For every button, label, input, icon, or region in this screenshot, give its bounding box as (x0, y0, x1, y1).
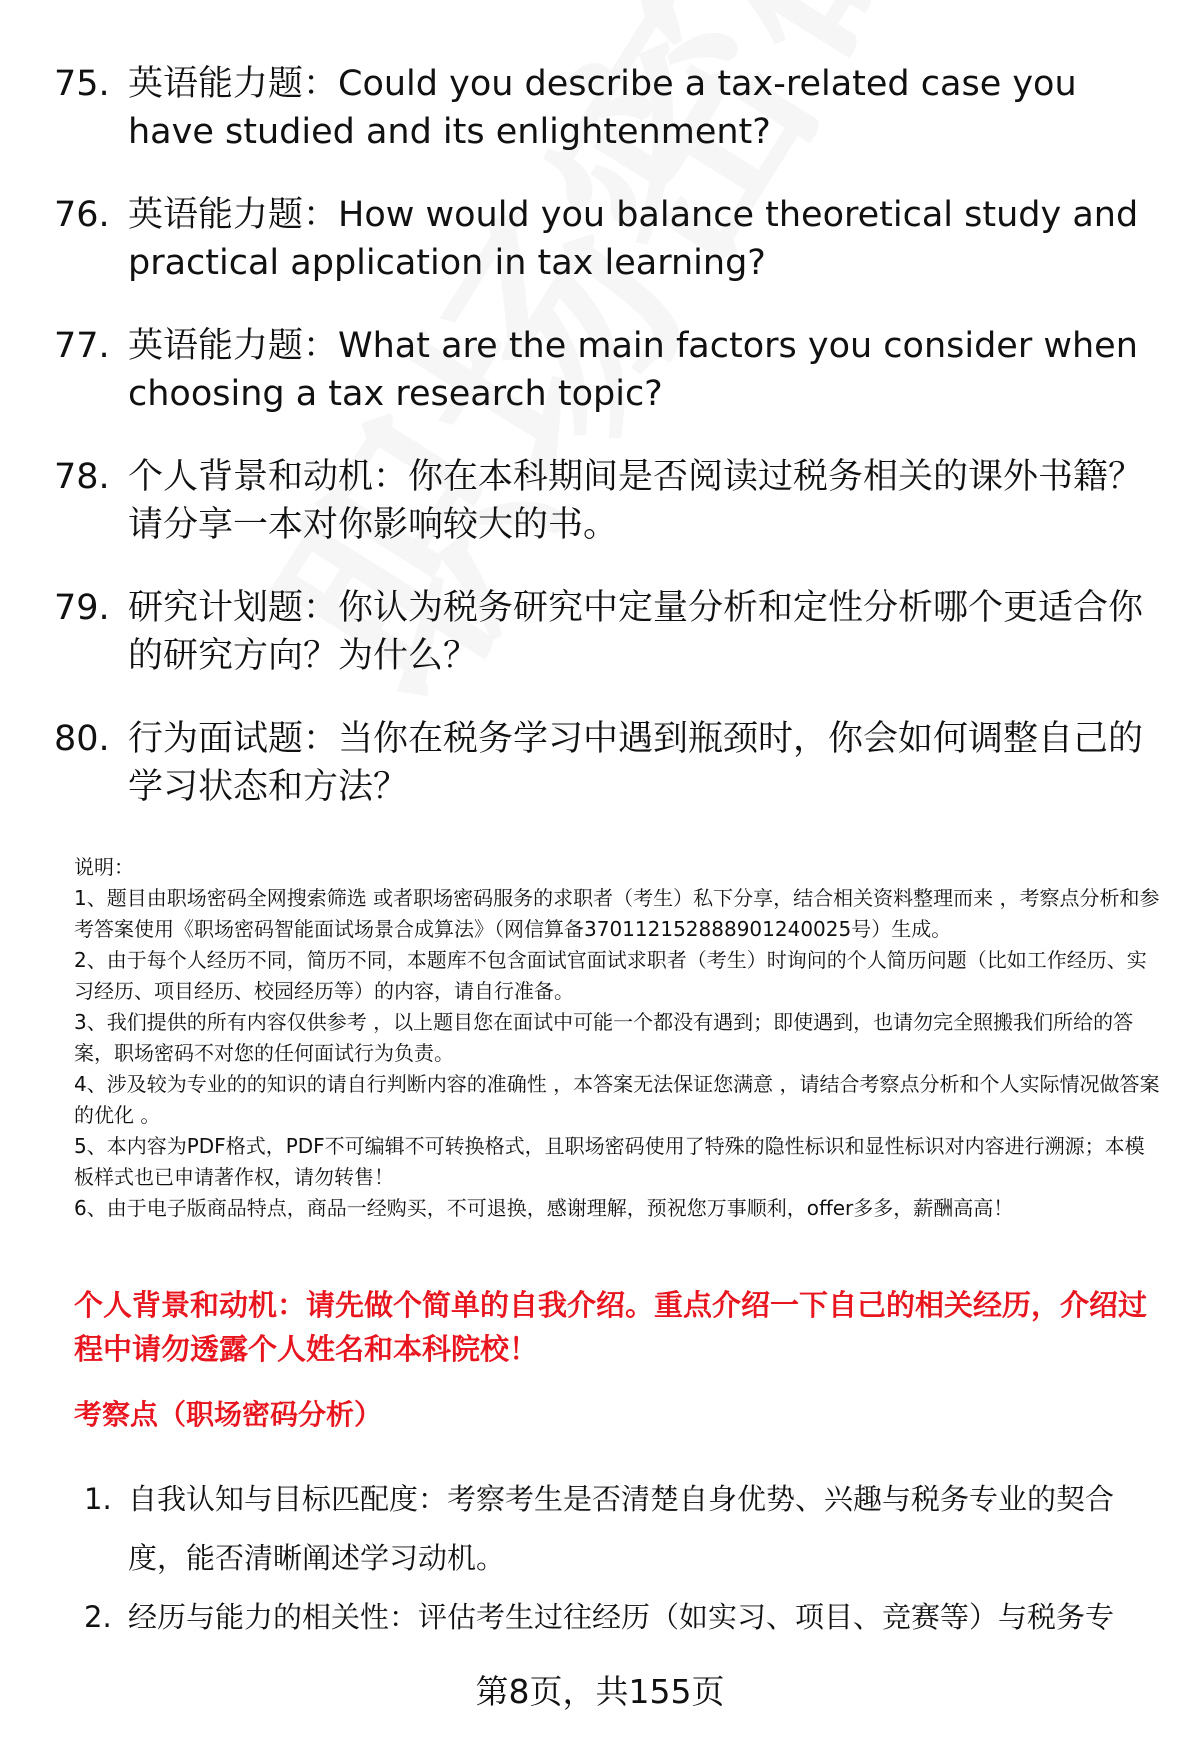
question-number: 79. (54, 588, 110, 628)
question-number: 75. (54, 64, 110, 104)
question-item (54, 584, 1169, 680)
note-item: 3、我们提供的所有内容仅供参考 ，以上题目您在面试中可能一个都没有遇到；即使遇到，也请勿完全照搬我们所给的答案，职场密码不对您的任何面试行为负责。 (74, 1010, 1134, 1065)
point-text: 自我认知与目标匹配度：考察考生是否清楚自身优势、兴趣与税务专业的契合度，能否清晰阐述学习动机。 (128, 1482, 1115, 1575)
analysis-point (84, 1588, 1164, 1647)
notes-title: 说明： (74, 855, 134, 879)
question-text: 研究计划题：你认为税务研究中定量分析和定性分析哪个更适合你的研究方向？为什么？ (128, 588, 1144, 676)
question-item (54, 60, 1169, 156)
question-item (54, 453, 1169, 549)
question-number: 76. (54, 195, 110, 235)
point-number: 1. (84, 1482, 112, 1516)
question-item (54, 191, 1169, 287)
notes-block (74, 852, 1164, 1224)
question-text: 英语能力题：What are the main factors you consider when choosing a tax research topic? (128, 326, 1138, 414)
question-item (54, 715, 1169, 811)
question-number: 78. (54, 457, 110, 497)
question-text: 英语能力题：How would you balance theoretical study and practical application in tax learning? (128, 195, 1139, 283)
note-item: 6、由于电子版商品特点，商品一经购买，不可退换，感谢理解，预祝您万事顺利，offer多多，薪酬高高！ (74, 1196, 1014, 1220)
question-text: 行为面试题：当你在税务学习中遇到瓶颈时，你会如何调整自己的学习状态和方法？ (128, 719, 1144, 807)
point-text: 经历与能力的相关性：评估考生过往经历（如实习、项目、竞赛等）与税务专 (128, 1600, 1115, 1634)
question-text: 个人背景和动机：你在本科期间是否阅读过税务相关的课外书籍？请分享一本对你影响较大的书。 (128, 457, 1144, 545)
question-list (54, 60, 1169, 846)
interview-prompt: 个人背景和动机：请先做个简单的自我介绍。重点介绍一下自己的相关经历，介绍过程中请勿透露个人姓名和本科院校！ (74, 1288, 1148, 1366)
note-item: 5、本内容为PDF格式，PDF不可编辑不可转换格式，且职场密码使用了特殊的隐性标识和显性标识对内容进行溯源；本模板样式也已申请著作权，请勿转售！ (74, 1134, 1145, 1189)
question-text: 英语能力题：Could you describe a tax-related case you have studied and its enlightenment? (128, 64, 1077, 152)
note-item: 2、由于每个人经历不同，简历不同，本题库不包含面试官面试求职者（考生）时询问的个人简历问题（比如工作经历、实习经历、项目经历、校园经历等）的内容，请自行准备。 (74, 948, 1147, 1003)
note-item: 4、涉及较为专业的的知识的请自行判断内容的准确性 ，本答案无法保证您满意 ，请结合考察点分析和个人实际情况做答案的优化 。 (74, 1072, 1160, 1127)
question-number: 77. (54, 326, 110, 366)
question-number: 80. (54, 719, 110, 759)
question-item (54, 322, 1169, 418)
analysis-point (84, 1470, 1164, 1588)
note-item: 1、题目由职场密码全网搜索筛选 或者职场密码服务的求职者（考生）私下分享，结合相关资料整理而来 ，考察点分析和参考答案使用《职场密码智能面试场景合成算法》（网信算备370112152888901240025号）生成。 (74, 886, 1160, 941)
point-number: 2. (84, 1600, 112, 1634)
section-title: 考察点（职场密码分析） (74, 1398, 383, 1431)
analysis-points (84, 1470, 1164, 1647)
page-footer: 第8页，共155页 (475, 1672, 725, 1711)
